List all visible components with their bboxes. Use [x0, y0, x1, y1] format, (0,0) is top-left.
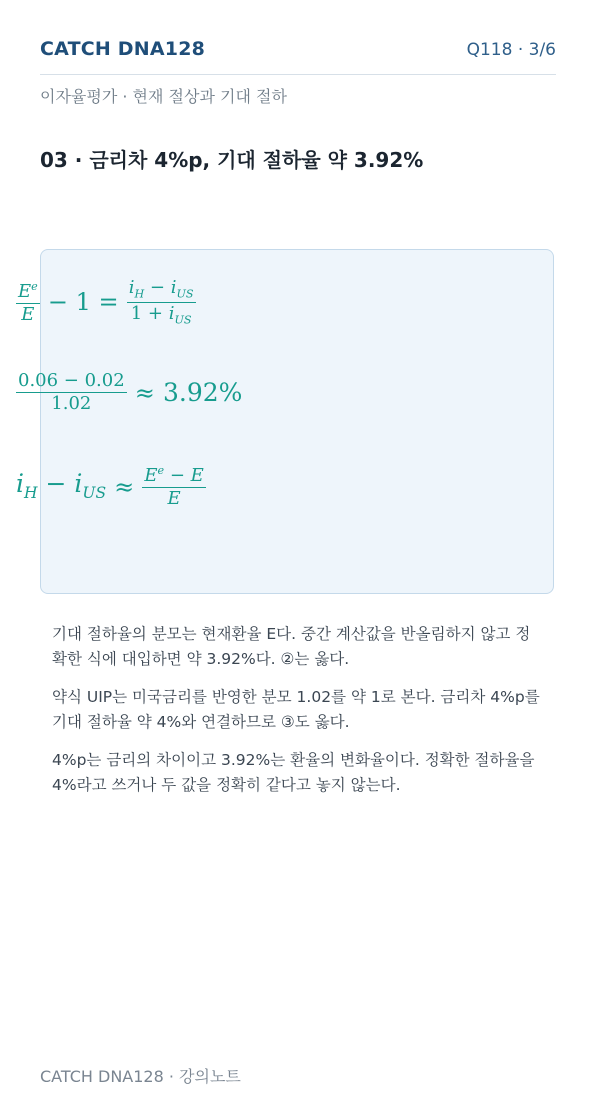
explanation: [52, 622, 544, 811]
eq3-lhs: [16, 471, 106, 502]
eq1-num-base: E: [18, 280, 32, 302]
eq1-rhs-den-i: i: [168, 302, 175, 324]
formula-exact-uip: [16, 279, 196, 326]
fraction-ee-over-e: [16, 281, 40, 324]
fraction-depreciation: [142, 465, 205, 508]
footer: CATCH DNA128 · 강의노트: [40, 1067, 241, 1086]
fraction-numeric: [16, 372, 127, 413]
eq1-rhs-minus: −: [144, 277, 171, 298]
eq1-rhs-i: i: [128, 277, 135, 298]
eq3-num-minus: − E: [164, 465, 204, 486]
brand-title: CATCH DNA128: [40, 38, 206, 60]
eq3-minus: −: [37, 469, 75, 499]
eq1-rhs-den-pre: 1 +: [130, 302, 169, 324]
eq3-us: US: [82, 484, 107, 503]
formula-approx-uip: [16, 465, 206, 508]
eq3-i: i: [16, 469, 24, 499]
eq1-rhs-us: US: [176, 287, 194, 301]
eq1-minus-one: − 1 =: [47, 288, 119, 317]
eq1-rhs-i2: i: [170, 277, 177, 298]
eq3-i2: i: [74, 469, 83, 499]
formula-numeric: [16, 372, 242, 413]
eq1-rhs-h: H: [134, 287, 145, 301]
section-heading: 03 · 금리차 4%p, 기대 절하율 약 3.92%: [40, 148, 424, 172]
question-counter: Q118 · 3/6: [466, 40, 556, 60]
eq3-num-sup: e: [157, 464, 165, 477]
explanation-paragraph-2: 약식 UIP는 미국금리를 반영한 분모 1.02를 약 1로 본다. 금리차 4%p를 기대 절하율 약 4%와 연결하므로 ③도 옳다.: [52, 688, 540, 731]
eq3-approx: ≈: [114, 472, 135, 501]
eq3-num-base: E: [144, 465, 158, 486]
header: [40, 36, 556, 75]
eq2-result: 3.92%: [162, 378, 243, 407]
eq3-den: E: [167, 488, 181, 509]
eq2-approx: ≈: [134, 378, 155, 407]
subtitle: 이자율평가 · 현재 절상과 기대 절하: [40, 87, 287, 106]
fraction-rate-diff: [127, 279, 196, 326]
explanation-paragraph-1: 기대 절하율의 분모는 현재환율 E다. 중간 계산값을 반올림하지 않고 정확한 식에 대입하면 약 3.92%다. ②는 옳다.: [52, 625, 531, 668]
explanation-paragraph-3: 4%p는 금리의 차이이고 3.92%는 환율의 변화율이다. 정확한 절하율을 4%라고 쓰거나 두 값을 정확히 같다고 놓지 않는다.: [52, 751, 535, 794]
eq1-rhs-den-us: US: [174, 313, 192, 327]
eq2-num: 0.06 − 0.02: [18, 370, 125, 391]
eq2-den: 1.02: [51, 393, 92, 414]
eq3-h: H: [24, 484, 38, 503]
eq1-num-sup: e: [31, 279, 38, 293]
eq1-den: E: [21, 303, 35, 325]
